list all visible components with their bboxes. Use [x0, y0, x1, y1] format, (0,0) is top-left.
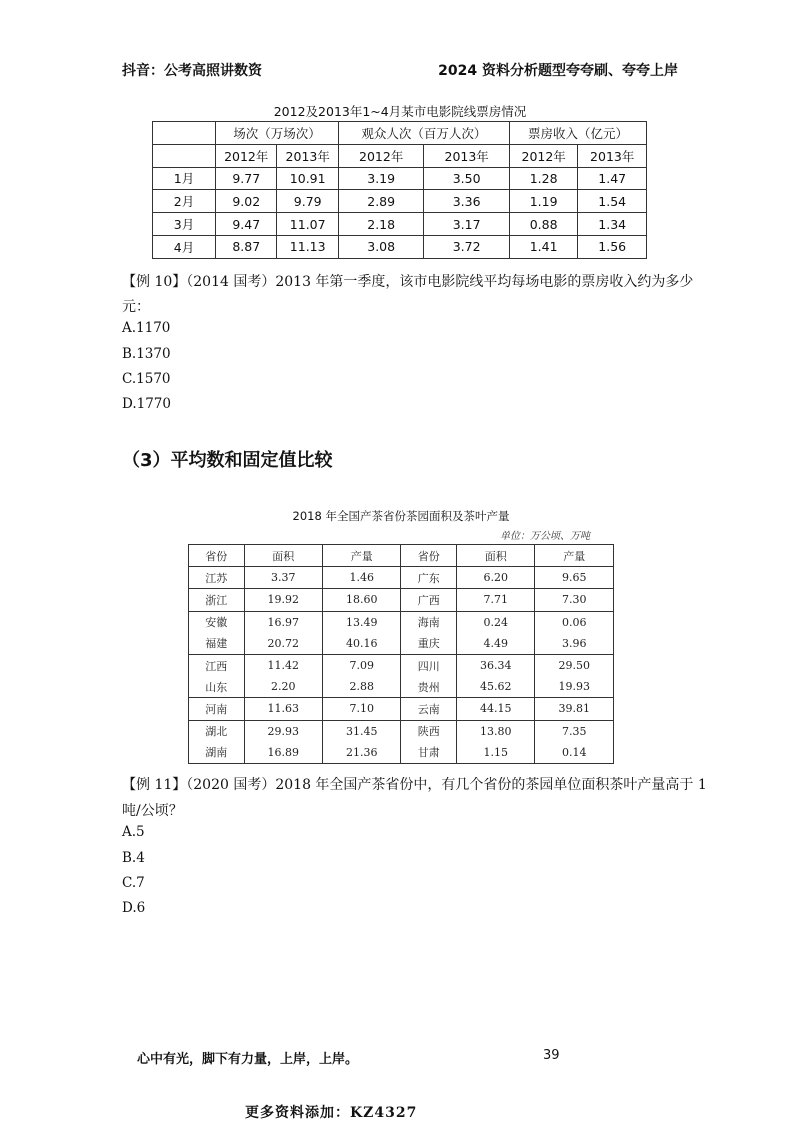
table-header-cell: 省份 — [401, 545, 457, 567]
table-cell: 1.15 — [457, 742, 535, 764]
table-row — [189, 698, 614, 720]
table-cell: 0.14 — [535, 742, 614, 764]
page-number: 39 — [543, 1048, 560, 1063]
table-cell: 16.97 — [244, 611, 322, 633]
table-cell: 13.49 — [323, 611, 401, 633]
table-cell: 11.42 — [244, 654, 322, 676]
table-cell: 19.92 — [244, 589, 322, 611]
table-year-header: 2013年 — [578, 144, 647, 167]
table-cell: 甘肃 — [401, 742, 457, 764]
table-cell: 浙江 — [189, 589, 245, 611]
table-corner-cell — [153, 122, 216, 145]
table-row — [153, 235, 647, 258]
table-row — [153, 213, 647, 236]
table-cell: 7.30 — [535, 589, 614, 611]
question-10-option-a: A.1170 — [122, 320, 171, 336]
question-11-option-b: B.4 — [122, 850, 145, 866]
box-office-table — [152, 121, 647, 259]
table-cell: 19.93 — [535, 676, 614, 698]
table-group-header: 观众人次（百万人次） — [338, 122, 509, 145]
table2-unit: 单位：万公顷、万吨 — [500, 531, 590, 542]
table-header-row — [189, 545, 614, 567]
table-header-cell: 产量 — [323, 545, 401, 567]
table-cell: 40.16 — [323, 633, 401, 655]
table-row — [153, 167, 647, 190]
table-cell: 39.81 — [535, 698, 614, 720]
table-year-header: 2012年 — [338, 144, 423, 167]
table-cell: 31.45 — [323, 720, 401, 742]
table-header-row — [153, 122, 647, 145]
header-left: 抖音：公考高照讲数资 — [122, 63, 262, 79]
table-cell: 2.89 — [338, 190, 423, 213]
table-cell: 江西 — [189, 654, 245, 676]
question-10-stem-cont: 元： — [122, 299, 150, 315]
question-10-option-c: C.1570 — [122, 371, 171, 387]
table-cell: 3.37 — [244, 567, 322, 589]
table1-title: 2012及2013年1~4月某市电影院线票房情况 — [273, 104, 527, 119]
table-cell: 福建 — [189, 633, 245, 655]
table-cell: 9.77 — [216, 167, 277, 190]
table-cell: 21.36 — [323, 742, 401, 764]
table-cell: 陕西 — [401, 720, 457, 742]
question-10-option-b: B.1370 — [122, 346, 171, 362]
table-cell: 湖北 — [189, 720, 245, 742]
table-cell: 7.35 — [535, 720, 614, 742]
table-row — [153, 190, 647, 213]
table-cell: 9.47 — [216, 213, 277, 236]
table-cell: 3.96 — [535, 633, 614, 655]
table-cell: 7.10 — [323, 698, 401, 720]
question-11-stem: 【例 11】（2020 国考）2018 年全国产茶省份中，有几个省份的茶园单位面积茶叶产量高于 1 — [122, 777, 707, 793]
table-row — [189, 676, 614, 698]
table-cell: 0.24 — [457, 611, 535, 633]
table-cell: 3月 — [153, 213, 216, 236]
table-cell: 9.65 — [535, 567, 614, 589]
table-cell: 广东 — [401, 567, 457, 589]
table-header-cell: 省份 — [189, 545, 245, 567]
table-row — [189, 654, 614, 676]
table-row — [189, 742, 614, 764]
table-group-header: 场次（万场次） — [216, 122, 339, 145]
table-cell: 海南 — [401, 611, 457, 633]
table-cell: 11.07 — [277, 213, 338, 236]
table-cell: 16.89 — [244, 742, 322, 764]
table-row — [189, 611, 614, 633]
table-cell: 1.41 — [509, 235, 578, 258]
table-header-cell: 面积 — [457, 545, 535, 567]
table-cell: 0.06 — [535, 611, 614, 633]
table-cell: 2.20 — [244, 676, 322, 698]
table-cell: 9.02 — [216, 190, 277, 213]
table-cell: 2.88 — [323, 676, 401, 698]
table-year-header: 2012年 — [216, 144, 277, 167]
header-right: 2024 资料分析题型夸夸刷、夸夸上岸 — [438, 63, 678, 79]
table-row — [189, 589, 614, 611]
table-cell: 3.36 — [424, 190, 510, 213]
table-cell: 10.91 — [277, 167, 338, 190]
table-group-header: 票房收入（亿元） — [509, 122, 646, 145]
table-cell: 江苏 — [189, 567, 245, 589]
table-year-header: 2013年 — [424, 144, 510, 167]
question-10-option-d: D.1770 — [122, 396, 171, 412]
table-row — [189, 633, 614, 655]
table-cell: 36.34 — [457, 654, 535, 676]
table-cell: 7.09 — [323, 654, 401, 676]
table-cell: 18.60 — [323, 589, 401, 611]
footer-more-info: 更多资料添加：KZ4327 — [245, 1105, 418, 1121]
table-cell: 2.18 — [338, 213, 423, 236]
table-cell: 云南 — [401, 698, 457, 720]
table-year-header: 2012年 — [509, 144, 578, 167]
table-cell: 0.88 — [509, 213, 578, 236]
table-cell: 1.54 — [578, 190, 647, 213]
table-cell: 1月 — [153, 167, 216, 190]
question-11-option-c: C.7 — [122, 875, 145, 891]
table-cell: 6.20 — [457, 567, 535, 589]
table-header-cell: 面积 — [244, 545, 322, 567]
table-cell: 河南 — [189, 698, 245, 720]
table-header-cell: 产量 — [535, 545, 614, 567]
table-row — [189, 720, 614, 742]
table-cell: 3.08 — [338, 235, 423, 258]
table-cell: 1.46 — [323, 567, 401, 589]
table-cell: 29.50 — [535, 654, 614, 676]
table-cell: 3.19 — [338, 167, 423, 190]
table-cell: 7.71 — [457, 589, 535, 611]
table-cell: 2月 — [153, 190, 216, 213]
question-11-stem-cont: 吨/公顷？ — [122, 803, 183, 819]
table-row — [189, 567, 614, 589]
table-cell: 湖南 — [189, 742, 245, 764]
table-cell: 广西 — [401, 589, 457, 611]
table-cell: 4.49 — [457, 633, 535, 655]
table-cell: 9.79 — [277, 190, 338, 213]
table-cell: 20.72 — [244, 633, 322, 655]
table-cell: 1.19 — [509, 190, 578, 213]
table-cell: 44.15 — [457, 698, 535, 720]
table-cell: 1.28 — [509, 167, 578, 190]
table-cell: 3.50 — [424, 167, 510, 190]
table-cell: 1.47 — [578, 167, 647, 190]
question-11-option-d: D.6 — [122, 900, 146, 916]
table-year-row — [153, 144, 647, 167]
table-cell: 11.63 — [244, 698, 322, 720]
table-cell: 安徽 — [189, 611, 245, 633]
footer-slogan: 心中有光，脚下有力量，上岸，上岸。 — [137, 1052, 359, 1067]
table-cell: 8.87 — [216, 235, 277, 258]
table-cell: 45.62 — [457, 676, 535, 698]
table-cell: 贵州 — [401, 676, 457, 698]
table-cell: 4月 — [153, 235, 216, 258]
table-cell: 山东 — [189, 676, 245, 698]
table-cell: 11.13 — [277, 235, 338, 258]
table-cell: 四川 — [401, 654, 457, 676]
table-cell: 3.72 — [424, 235, 510, 258]
table-cell: 3.17 — [424, 213, 510, 236]
table-cell: 1.34 — [578, 213, 647, 236]
table-cell: 重庆 — [401, 633, 457, 655]
question-11-option-a: A.5 — [122, 824, 145, 840]
table-corner-cell — [153, 144, 216, 167]
table2-title: 2018 年全国产茶省份茶园面积及茶叶产量 — [292, 509, 510, 523]
table-year-header: 2013年 — [277, 144, 338, 167]
question-10-stem: 【例 10】（2014 国考）2013 年第一季度，该市电影院线平均每场电影的票房收入约为多少 — [122, 274, 694, 290]
table-cell: 1.56 — [578, 235, 647, 258]
table-cell: 13.80 — [457, 720, 535, 742]
tea-production-table — [188, 544, 614, 764]
section-title: （3）平均数和固定值比较 — [122, 450, 333, 471]
table-cell: 29.93 — [244, 720, 322, 742]
